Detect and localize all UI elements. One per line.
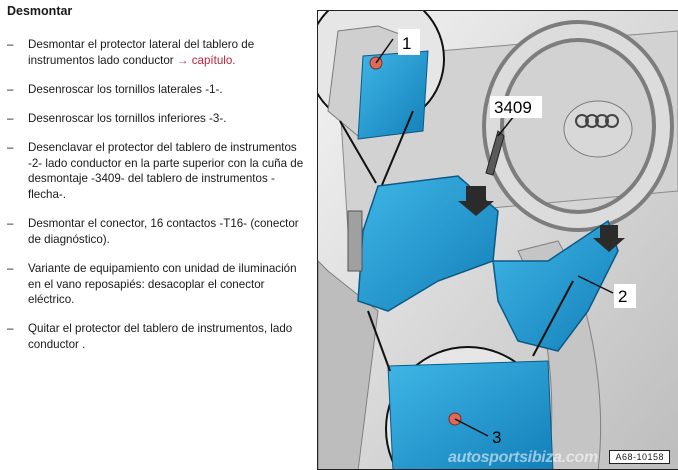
step-bullet: –: [7, 38, 14, 51]
step-text: Quitar el protector del tablero de instrumentos, lado conductor .: [28, 322, 293, 351]
step-text: Desmontar el conector, 16 contactos -T16- (conector de diagnóstico).: [28, 217, 299, 246]
step-text: Desenroscar los tornillos inferiores -3-.: [28, 111, 227, 125]
step-item: [7, 261, 307, 308]
dashboard-illustration: [317, 10, 678, 470]
callout-3: 3: [492, 428, 502, 447]
step-item: [7, 111, 307, 127]
step-item: [7, 140, 307, 202]
step-bullet: –: [7, 141, 14, 155]
step-bullet: –: [7, 261, 14, 275]
step-text: Variante de equipamiento con unidad de iluminación en el vano reposapiés: desacoplar el conector eléctrico.: [28, 261, 297, 307]
step-text: Desenroscar los tornillos laterales -1-.: [28, 82, 223, 96]
instructions-pane: [7, 4, 307, 366]
illustration-drawing: [318, 11, 678, 470]
step-bullet: –: [7, 322, 14, 336]
callout-2: 2: [618, 287, 628, 306]
step-list: [7, 37, 307, 352]
section-heading: Desmontar: [7, 4, 73, 18]
diagnostic-connector: [348, 211, 362, 271]
step-text: Desmontar el protector lateral del tablero de instrumentos lado conductor: [28, 38, 255, 67]
step-bullet: –: [7, 217, 14, 231]
step-item: [7, 216, 307, 247]
step-item: [7, 321, 307, 352]
step-text: Desenclavar el protector del tablero de instrumentos -2- lado conductor en la parte superior con la cuña de desmontaje -3409- del tablero de instrumentos -flecha-.: [28, 141, 304, 201]
callout-1: 1: [402, 34, 412, 53]
figure-id: A68-10158: [609, 450, 670, 464]
step-bullet: –: [7, 82, 14, 96]
step-bullet: –: [7, 111, 14, 125]
step-item: [7, 82, 307, 98]
step-item: [7, 37, 307, 68]
callout-3409: 3409: [494, 98, 532, 117]
watermark-text: autosportsibiza.com: [448, 449, 598, 466]
chapter-link[interactable]: → capítulo.: [176, 53, 236, 67]
